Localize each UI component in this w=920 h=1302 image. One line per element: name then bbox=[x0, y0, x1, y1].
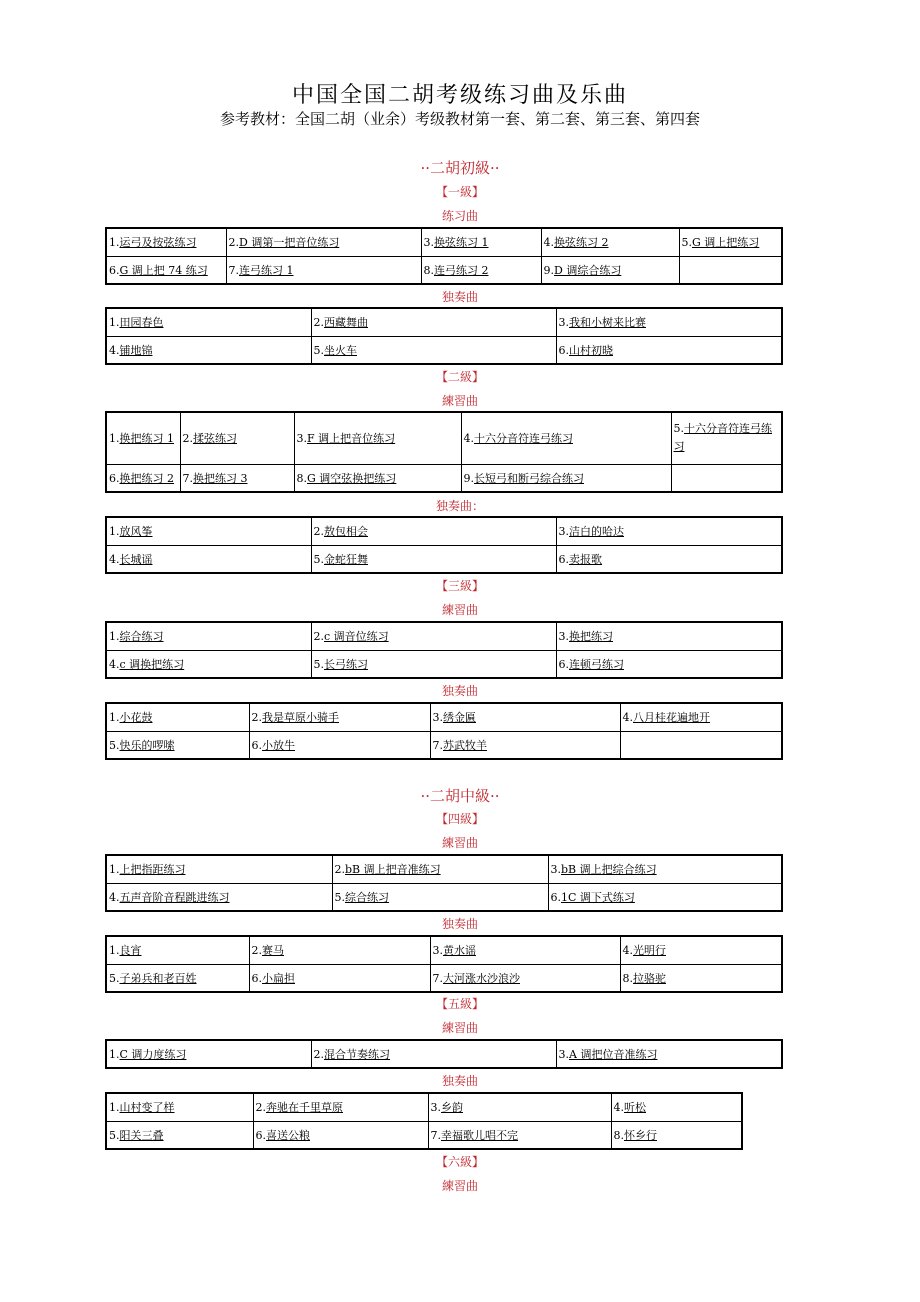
category-etudes-1: 练习曲 bbox=[441, 209, 478, 223]
table-row bbox=[106, 936, 782, 964]
table-cell bbox=[106, 855, 332, 883]
table-row bbox=[106, 883, 782, 911]
item-number: 3. bbox=[550, 863, 561, 877]
piece-title-link[interactable]: 长弓练习 bbox=[324, 657, 368, 671]
table-cell bbox=[541, 256, 679, 284]
item-number: 2. bbox=[255, 1101, 266, 1115]
item-number: 5. bbox=[334, 890, 345, 904]
item-number: 3. bbox=[558, 1048, 569, 1061]
item-number: 4. bbox=[109, 657, 120, 671]
piece-title-link[interactable]: 上把指距练习 bbox=[119, 863, 186, 877]
table-cell bbox=[106, 703, 249, 731]
item-number: 4. bbox=[622, 711, 633, 725]
table-cell bbox=[249, 964, 430, 992]
piece-title-link[interactable]: 山村变了样 bbox=[119, 1101, 175, 1115]
category-solos-4: 独奏曲 bbox=[441, 917, 478, 931]
item-number: 6. bbox=[109, 263, 120, 277]
piece-title-link[interactable]: 铺地锦 bbox=[119, 343, 153, 357]
piece-title-link[interactable]: 1C 调下式练习 bbox=[561, 890, 635, 904]
item-number: 1. bbox=[109, 944, 120, 958]
item-number: 5. bbox=[109, 738, 120, 752]
item-number: 4. bbox=[613, 1101, 624, 1115]
piece-title-link[interactable]: 十六分音符连弓练习 bbox=[673, 422, 772, 454]
piece-title-link[interactable]: 乡韵 bbox=[441, 1101, 463, 1115]
table-cell bbox=[620, 703, 782, 731]
piece-title-link[interactable]: A 调把位音准练习 bbox=[569, 1048, 658, 1061]
table-cell bbox=[428, 1093, 611, 1121]
table-level3-etudes bbox=[105, 621, 783, 679]
piece-title-link[interactable]: 绣金匾 bbox=[443, 711, 476, 725]
item-number: 3. bbox=[432, 944, 443, 958]
item-number: 6. bbox=[550, 890, 561, 904]
table-cell bbox=[180, 464, 294, 492]
item-number: 1. bbox=[109, 1101, 120, 1115]
table-cell bbox=[620, 936, 782, 964]
table-row bbox=[106, 464, 782, 492]
item-number: 2. bbox=[228, 236, 239, 250]
table-cell bbox=[430, 936, 620, 964]
item-number: 1. bbox=[109, 236, 120, 250]
item-number: 2. bbox=[334, 863, 345, 877]
table-cell bbox=[556, 650, 782, 678]
table-row bbox=[106, 1093, 742, 1121]
piece-title-link[interactable]: G 调上把 74 练习 bbox=[119, 263, 208, 277]
item-number: 7. bbox=[432, 971, 443, 985]
table-cell bbox=[106, 1093, 253, 1121]
table-cell bbox=[421, 256, 541, 284]
piece-title-link[interactable]: 我和小树来比赛 bbox=[569, 316, 646, 330]
item-number: 7. bbox=[182, 471, 193, 485]
table-cell bbox=[430, 703, 620, 731]
table-row bbox=[106, 1040, 782, 1068]
table-level2-solos bbox=[105, 516, 783, 574]
item-number: 1. bbox=[109, 630, 120, 644]
table-cell bbox=[556, 517, 782, 545]
piece-title-link[interactable]: 换把练习 2 bbox=[119, 471, 174, 485]
piece-title-link[interactable]: 田园春色 bbox=[119, 316, 164, 330]
item-number: 6. bbox=[558, 552, 569, 566]
item-number: 5. bbox=[313, 657, 324, 671]
table-cell bbox=[249, 731, 430, 759]
category-etudes-5: 練習曲 bbox=[441, 1021, 478, 1035]
table-level4-solos bbox=[105, 935, 783, 993]
piece-title-link[interactable]: 连弓练习 1 bbox=[239, 263, 294, 277]
piece-title-link[interactable]: 喜送公粮 bbox=[266, 1128, 310, 1142]
item-number: 3. bbox=[296, 432, 307, 446]
item-number: 4. bbox=[622, 944, 633, 958]
piece-title-link[interactable]: 换把练习 1 bbox=[119, 432, 174, 446]
page-title: 中国全国二胡考级练习曲及乐曲 bbox=[291, 83, 628, 108]
piece-title-link[interactable]: 换把练习 3 bbox=[193, 471, 248, 485]
item-number: 5. bbox=[673, 422, 684, 436]
table-cell bbox=[311, 622, 556, 650]
item-number: 2. bbox=[313, 316, 324, 330]
table-cell bbox=[620, 964, 782, 992]
item-number: 2. bbox=[313, 1048, 324, 1061]
table-cell bbox=[541, 228, 679, 256]
table-level3-solos bbox=[105, 702, 783, 760]
piece-title-link[interactable]: 光明行 bbox=[633, 944, 666, 958]
item-number: 6. bbox=[109, 471, 120, 485]
piece-title-link[interactable]: F 调上把音位练习 bbox=[307, 432, 396, 446]
table-row bbox=[106, 1121, 742, 1149]
item-number: 5. bbox=[109, 971, 120, 985]
item-number: 5. bbox=[313, 552, 324, 566]
section-heading-intermediate: ··二胡中級·· bbox=[420, 787, 500, 805]
table-row bbox=[106, 731, 782, 759]
level-heading-2: 【二級】 bbox=[435, 370, 484, 384]
table-cell bbox=[332, 855, 548, 883]
piece-title-link[interactable]: c 调音位练习 bbox=[324, 630, 389, 644]
page-subtitle: 参考教材：全国二胡（业余）考级教材第一套、第二套、第三套、第四套 bbox=[219, 110, 700, 128]
table-cell bbox=[294, 464, 461, 492]
table-cell bbox=[253, 1093, 428, 1121]
item-number: 8. bbox=[622, 971, 633, 985]
table-cell bbox=[430, 964, 620, 992]
piece-title-link[interactable]: 揉弦练习 bbox=[193, 432, 237, 446]
table-cell bbox=[294, 412, 461, 464]
table-cell bbox=[106, 622, 311, 650]
piece-title-link[interactable]: 放风筝 bbox=[119, 525, 153, 539]
piece-title-link[interactable]: 卖报歌 bbox=[569, 552, 602, 566]
piece-title-link[interactable]: 敖包相会 bbox=[324, 525, 368, 539]
piece-title-link[interactable]: 赛马 bbox=[262, 944, 284, 958]
piece-title-link[interactable]: 综合练习 bbox=[119, 630, 164, 644]
table-cell bbox=[671, 464, 782, 492]
piece-title-link[interactable]: 良宵 bbox=[119, 944, 142, 958]
table-cell bbox=[548, 855, 782, 883]
category-etudes-6: 練習曲 bbox=[441, 1179, 478, 1193]
item-number: 4. bbox=[543, 236, 554, 250]
piece-title-link[interactable]: bB 调上把综合练习 bbox=[561, 863, 657, 877]
item-number: 1. bbox=[109, 525, 120, 539]
item-number: 8. bbox=[296, 471, 307, 485]
table-cell bbox=[428, 1121, 611, 1149]
table-row bbox=[106, 517, 782, 545]
table-level2-etudes bbox=[105, 411, 783, 493]
table-cell bbox=[106, 1040, 311, 1068]
item-number: 8. bbox=[613, 1128, 624, 1142]
piece-title-link[interactable]: 连顿弓练习 bbox=[569, 657, 624, 671]
table-cell bbox=[620, 731, 782, 759]
piece-title-link[interactable]: 幸福歌儿唱不完 bbox=[441, 1128, 518, 1142]
piece-title-link[interactable]: 换把练习 bbox=[569, 630, 613, 644]
table-cell bbox=[311, 336, 556, 364]
table-cell bbox=[311, 1040, 556, 1068]
table-level4-etudes bbox=[105, 854, 783, 912]
table-level1-etudes bbox=[105, 227, 783, 285]
item-number: 5. bbox=[313, 343, 324, 357]
table-cell bbox=[106, 228, 226, 256]
piece-title-link[interactable]: 子弟兵和老百姓 bbox=[119, 971, 197, 985]
piece-title-link[interactable]: D 调综合练习 bbox=[554, 263, 622, 277]
piece-title-link[interactable]: 我是草原小骑手 bbox=[262, 711, 339, 725]
table-cell bbox=[106, 1121, 253, 1149]
item-number: 6. bbox=[251, 971, 262, 985]
item-number: 4. bbox=[109, 343, 120, 357]
piece-title-link[interactable]: 金蛇狂舞 bbox=[324, 552, 368, 566]
category-etudes-2: 練習曲 bbox=[441, 394, 478, 408]
table-cell bbox=[311, 517, 556, 545]
section-heading-beginner: ··二胡初級·· bbox=[420, 159, 500, 177]
table-row bbox=[106, 545, 782, 573]
item-number: 2. bbox=[313, 630, 324, 644]
piece-title-link[interactable]: 听松 bbox=[624, 1101, 646, 1115]
piece-title-link[interactable]: G 调空弦换把练习 bbox=[307, 471, 397, 485]
table-cell bbox=[421, 228, 541, 256]
piece-title-link[interactable]: 长短弓和断弓综合练习 bbox=[474, 471, 584, 485]
table-cell bbox=[106, 545, 311, 573]
piece-title-link[interactable]: c 调换把练习 bbox=[119, 657, 185, 671]
item-number: 3. bbox=[430, 1101, 441, 1115]
piece-title-link[interactable]: 大河涨水沙浪沙 bbox=[443, 971, 520, 985]
piece-title-link[interactable]: 洁白的哈达 bbox=[569, 525, 624, 539]
item-number: 6. bbox=[558, 657, 569, 671]
piece-title-link[interactable]: bB 调上把音准练习 bbox=[345, 863, 441, 877]
table-cell bbox=[249, 936, 430, 964]
item-number: 3. bbox=[558, 316, 569, 330]
item-number: 2. bbox=[182, 432, 193, 446]
table-cell bbox=[106, 883, 332, 911]
table-cell bbox=[311, 650, 556, 678]
item-number: 2. bbox=[251, 711, 262, 725]
piece-title-link[interactable]: 山村初晓 bbox=[569, 343, 613, 357]
table-cell bbox=[226, 228, 421, 256]
table-cell bbox=[106, 731, 249, 759]
piece-title-link[interactable]: 苏武牧羊 bbox=[443, 738, 487, 752]
table-cell bbox=[226, 256, 421, 284]
item-number: 1. bbox=[109, 316, 120, 330]
table-cell bbox=[106, 256, 226, 284]
item-number: 7. bbox=[228, 263, 239, 277]
table-cell bbox=[106, 650, 311, 678]
table-cell bbox=[556, 1040, 782, 1068]
category-etudes-3: 練習曲 bbox=[441, 603, 478, 617]
item-number: 1. bbox=[109, 863, 120, 877]
item-number: 6. bbox=[251, 738, 262, 752]
table-cell bbox=[556, 622, 782, 650]
item-number: 3. bbox=[423, 236, 434, 250]
item-number: 1. bbox=[109, 432, 120, 446]
item-number: 9. bbox=[543, 263, 554, 277]
table-cell bbox=[249, 703, 430, 731]
table-level5-solos bbox=[105, 1092, 743, 1150]
item-number: 1. bbox=[109, 1048, 120, 1061]
item-number: 5. bbox=[681, 236, 692, 250]
piece-title-link[interactable]: 小花鼓 bbox=[119, 711, 153, 725]
piece-title-link[interactable]: 换弦练习 2 bbox=[554, 236, 609, 250]
piece-title-link[interactable]: 小扁担 bbox=[262, 971, 295, 985]
table-cell bbox=[430, 731, 620, 759]
item-number: 7. bbox=[432, 738, 443, 752]
category-solos-2: 独奏曲： bbox=[435, 499, 484, 513]
table-cell bbox=[253, 1121, 428, 1149]
table-cell bbox=[461, 464, 671, 492]
piece-title-link[interactable]: 八月桂花遍地开 bbox=[633, 711, 710, 725]
table-cell bbox=[556, 545, 782, 573]
table-row bbox=[106, 412, 782, 464]
table-cell bbox=[679, 256, 782, 284]
category-solos-1: 独奏曲 bbox=[441, 290, 478, 304]
table-row bbox=[106, 703, 782, 731]
table-row bbox=[106, 650, 782, 678]
piece-title-link[interactable]: 西藏舞曲 bbox=[324, 316, 368, 330]
category-solos-5: 独奏曲 bbox=[441, 1074, 478, 1088]
item-number: 4. bbox=[463, 432, 474, 446]
piece-title-link[interactable]: 连弓练习 2 bbox=[434, 263, 489, 277]
table-row bbox=[106, 256, 782, 284]
table-row bbox=[106, 622, 782, 650]
item-number: 5. bbox=[109, 1128, 120, 1142]
item-number: 1. bbox=[109, 711, 120, 725]
piece-title-link[interactable]: 十六分音符连弓练习 bbox=[474, 432, 573, 446]
table-cell bbox=[548, 883, 782, 911]
item-number: 6. bbox=[255, 1128, 266, 1142]
piece-title-link[interactable]: 快乐的啰嗦 bbox=[119, 738, 175, 752]
table-cell bbox=[106, 517, 311, 545]
level-heading-4: 【四級】 bbox=[435, 812, 484, 826]
piece-title-link[interactable]: 五声音阶音程跳进练习 bbox=[119, 890, 230, 904]
piece-title-link[interactable]: 奔驰在千里草原 bbox=[266, 1101, 343, 1115]
item-number: 2. bbox=[251, 944, 262, 958]
table-cell bbox=[461, 412, 671, 464]
piece-title-link[interactable]: 运弓及按弦练习 bbox=[119, 236, 197, 250]
table-cell bbox=[611, 1121, 742, 1149]
table-row bbox=[106, 336, 782, 364]
piece-title-link[interactable]: 怀乡行 bbox=[624, 1128, 657, 1142]
level-heading-5: 【五級】 bbox=[435, 997, 484, 1011]
item-number: 4. bbox=[109, 890, 120, 904]
item-number: 8. bbox=[423, 263, 434, 277]
table-cell bbox=[106, 308, 311, 336]
category-etudes-4: 練習曲 bbox=[441, 836, 478, 850]
piece-title-link[interactable]: 阳关三叠 bbox=[119, 1128, 164, 1142]
item-number: 9. bbox=[463, 471, 474, 485]
table-cell bbox=[332, 883, 548, 911]
item-number: 6. bbox=[558, 343, 569, 357]
level-heading-6: 【六級】 bbox=[435, 1155, 484, 1169]
table-cell bbox=[679, 228, 782, 256]
item-number: 3. bbox=[558, 630, 569, 644]
table-cell bbox=[106, 964, 249, 992]
table-row bbox=[106, 855, 782, 883]
piece-title-link[interactable]: 长城谣 bbox=[119, 552, 153, 566]
piece-title-link[interactable]: 坐火车 bbox=[324, 343, 357, 357]
table-row bbox=[106, 308, 782, 336]
table-level5-etudes bbox=[105, 1039, 783, 1069]
piece-title-link[interactable]: 综合练习 bbox=[345, 890, 389, 904]
table-row bbox=[106, 964, 782, 992]
table-row bbox=[106, 228, 782, 256]
level-heading-1: 【一級】 bbox=[435, 185, 484, 199]
table-cell bbox=[311, 308, 556, 336]
table-level1-solos bbox=[105, 307, 783, 365]
table-cell bbox=[556, 308, 782, 336]
level-heading-3: 【三級】 bbox=[435, 579, 484, 593]
piece-title-link[interactable]: 黄水谣 bbox=[443, 944, 476, 958]
item-number: 3. bbox=[558, 525, 569, 539]
table-cell bbox=[311, 545, 556, 573]
piece-title-link[interactable]: 换弦练习 1 bbox=[434, 236, 489, 250]
table-cell bbox=[180, 412, 294, 464]
table-cell bbox=[106, 412, 180, 464]
table-cell bbox=[671, 412, 782, 464]
table-cell bbox=[106, 336, 311, 364]
piece-title-link[interactable]: 拉骆驼 bbox=[633, 971, 666, 985]
table-cell bbox=[611, 1093, 742, 1121]
piece-title-link[interactable]: 小放牛 bbox=[262, 738, 295, 752]
table-cell bbox=[556, 336, 782, 364]
piece-title-link[interactable]: 混合节奏练习 bbox=[324, 1048, 390, 1061]
piece-title-link[interactable]: D 调第一把音位练习 bbox=[239, 236, 340, 250]
piece-title-link[interactable]: G 调上把练习 bbox=[692, 236, 760, 250]
item-number: 3. bbox=[432, 711, 443, 725]
piece-title-link[interactable]: C 调力度练习 bbox=[119, 1048, 187, 1061]
item-number: 2. bbox=[313, 525, 324, 539]
table-cell bbox=[106, 936, 249, 964]
table-cell bbox=[106, 464, 180, 492]
item-number: 7. bbox=[430, 1128, 441, 1142]
category-solos-3: 独奏曲 bbox=[441, 684, 478, 698]
item-number: 4. bbox=[109, 552, 120, 566]
